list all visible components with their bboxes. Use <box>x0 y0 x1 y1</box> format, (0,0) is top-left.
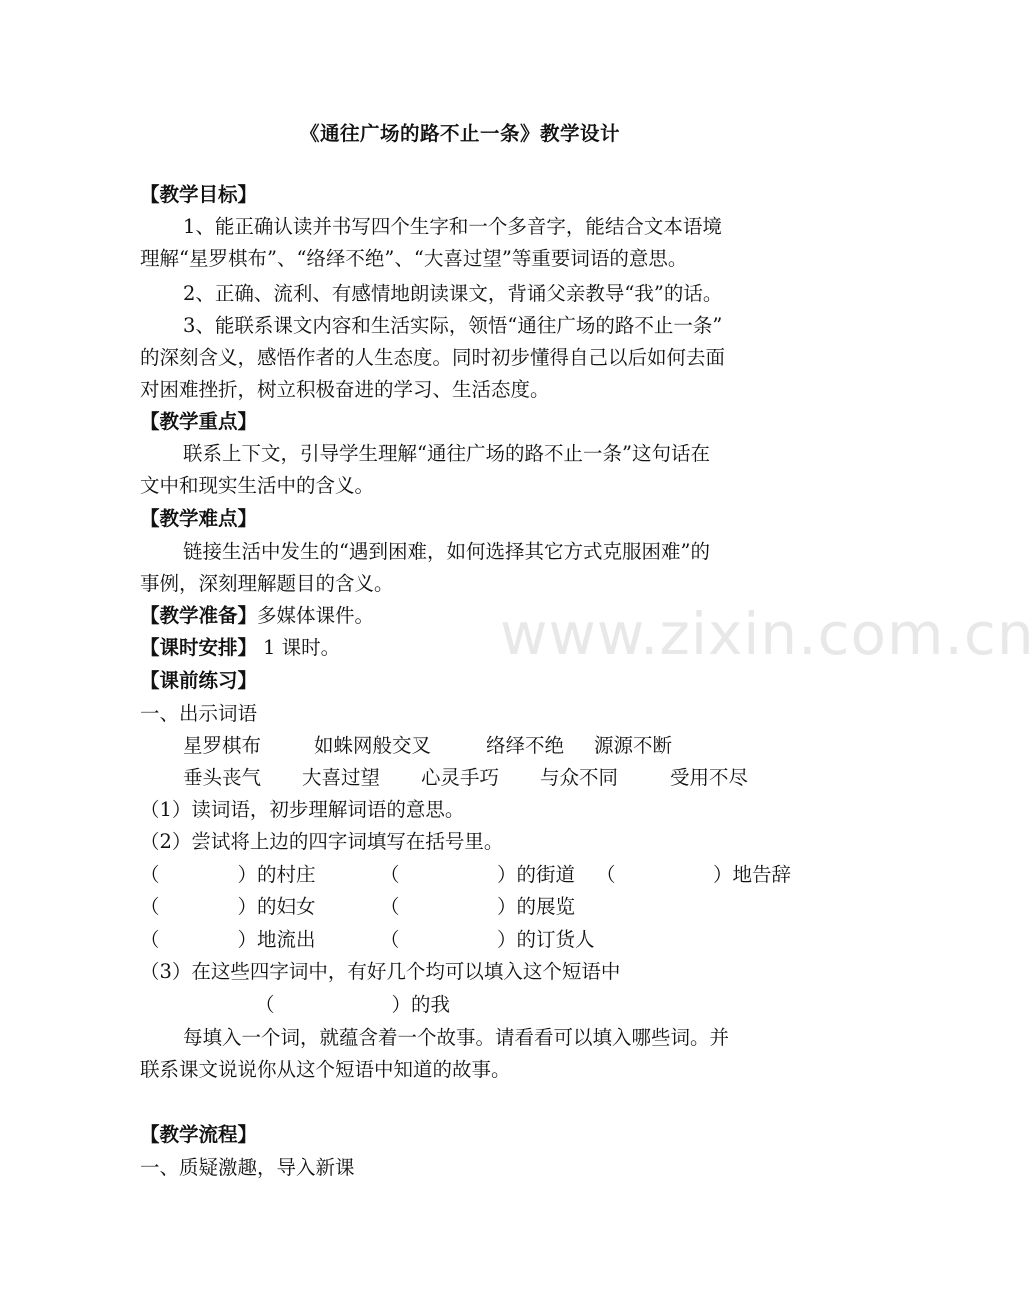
word-item: 星罗棋布 <box>183 734 262 757</box>
key-line-2: 文中和现实生活中的含义。 <box>140 474 375 497</box>
schedule-heading: 【课时安排】 <box>140 636 258 659</box>
word-item: 受用不尽 <box>670 766 749 789</box>
flow-sub-1: 一、质疑激趣，导入新课 <box>140 1156 355 1179</box>
goals-heading: 【教学目标】 <box>140 183 258 206</box>
fill-blank: （ ）地告辞 <box>596 863 792 886</box>
fill-blank-me: （ ）的我 <box>255 993 451 1016</box>
schedule-line <box>140 635 340 661</box>
goal-3-line-1: 3、能联系课文内容和生活实际，领悟“通往广场的路不止一条” <box>183 314 723 337</box>
prep-line <box>140 603 374 629</box>
goal-2: 2、正确、流利、有感情地朗读课文，背诵父亲教导“我”的话。 <box>183 282 723 305</box>
practice-tail-line-1: 每填入一个词，就蕴含着一个故事。请看看可以填入哪些词。并 <box>183 1026 730 1049</box>
practice-sub-1: 一、出示词语 <box>140 702 258 725</box>
document-title: 《通往广场的路不止一条》教学设计 <box>299 122 620 145</box>
word-item: 络绎不绝 <box>486 734 565 757</box>
difficult-line-1: 链接生活中发生的“遇到困难，如何选择其它方式克服困难”的 <box>183 540 710 563</box>
word-item: 与众不同 <box>540 766 619 789</box>
key-heading: 【教学重点】 <box>140 410 258 433</box>
word-item: 如蛛网般交叉 <box>314 734 432 757</box>
prep-heading: 【教学准备】 <box>140 604 258 627</box>
watermark: www.zixin.com.cn <box>500 600 1035 668</box>
fill-blank: （ ）的村庄 <box>140 863 316 886</box>
fill-blank: （ ）的街道 <box>380 863 576 886</box>
goal-1-line-2: 理解“星罗棋布”、“络绎不绝”、“大喜过望”等重要词语的意思。 <box>140 247 688 270</box>
difficult-line-2: 事例，深刻理解题目的含义。 <box>140 572 394 595</box>
flow-heading: 【教学流程】 <box>140 1123 258 1146</box>
fill-blank: （ ）的妇女 <box>140 895 316 918</box>
fill-blank: （ ）地流出 <box>140 928 316 951</box>
fill-blank: （ ）的订货人 <box>380 928 595 951</box>
question-3: （3）在这些四字词中，有好几个均可以填入这个短语中 <box>140 960 621 983</box>
fill-blank: （ ）的展览 <box>380 895 576 918</box>
word-item: 大喜过望 <box>302 766 381 789</box>
question-2: （2）尝试将上边的四字词填写在括号里。 <box>140 830 504 853</box>
schedule-text: 1 课时。 <box>263 636 341 659</box>
word-item: 垂头丧气 <box>183 766 262 789</box>
goal-3-line-2: 的深刻含义，感悟作者的人生态度。同时初步懂得自己以后如何去面 <box>140 346 726 369</box>
practice-tail-line-2: 联系课文说说你从这个短语中知道的故事。 <box>140 1058 511 1081</box>
prep-text: 多媒体课件。 <box>257 604 375 627</box>
difficult-heading: 【教学难点】 <box>140 507 258 530</box>
word-item: 源源不断 <box>594 734 673 757</box>
goal-3-line-3: 对困难挫折，树立积极奋进的学习、生活态度。 <box>140 378 550 401</box>
key-line-1: 联系上下文，引导学生理解“通往广场的路不止一条”这句话在 <box>183 442 710 465</box>
question-1: （1）读词语，初步理解词语的意思。 <box>140 798 465 821</box>
practice-heading: 【课前练习】 <box>140 669 258 692</box>
goal-1-line-1: 1、能正确认读并书写四个生字和一个多音字，能结合文本语境 <box>183 215 722 238</box>
word-item: 心灵手巧 <box>421 766 500 789</box>
